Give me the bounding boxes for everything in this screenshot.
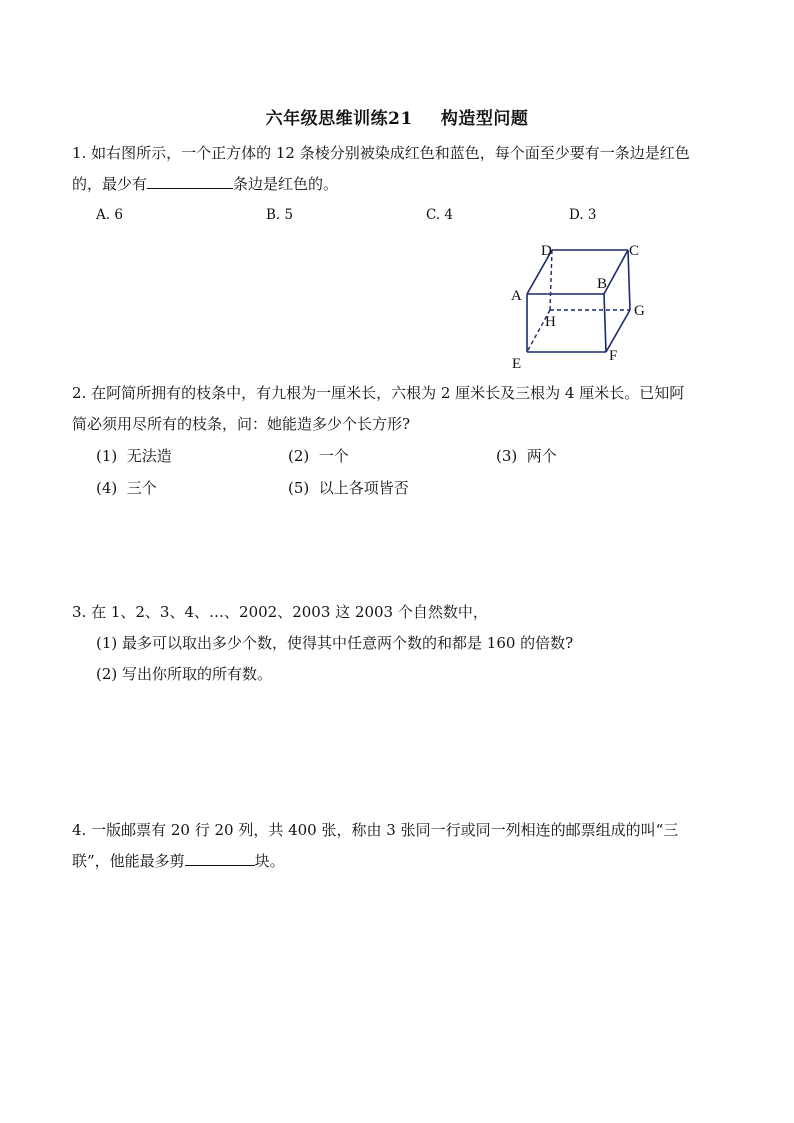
q2-option-1 (96, 446, 172, 466)
q1-option-b: B. 5 (266, 207, 294, 223)
q1-line1: 1. 如右图所示，一个正方体的 12 条棱分别被染成红色和蓝色，每个面至少要有一条边是红色 (72, 144, 690, 162)
q2-option-4-text: 三个 (126, 479, 157, 497)
q2-line1: 2. 在阿简所拥有的枝条中，有九根为一厘米长，六根为 2 厘米长及三根为 4 厘米长。已知阿 (72, 384, 685, 402)
q1-option-c: C. 4 (426, 207, 454, 223)
cube-label-c: C (629, 243, 640, 259)
cube-label-e: E (512, 356, 522, 372)
title-main: 六年级思维训练21 (265, 109, 413, 129)
q2-option-2-num: (2) (288, 447, 310, 465)
q4-line2-post: 块。 (254, 852, 285, 870)
cube-edge-bf (604, 294, 606, 352)
q1-option-d: D. 3 (569, 207, 597, 223)
cube-label-g: G (634, 303, 645, 319)
q2-option-1-text: 无法造 (126, 447, 172, 465)
q1-line2-post: 条边是红色的。 (233, 175, 339, 193)
q2-option-3 (496, 446, 557, 466)
q1-line2 (72, 174, 338, 194)
q2-option-2-text: 一个 (318, 447, 349, 465)
q3-line1: 3. 在 1、2、3、4、…、2002、2003 这 2003 个自然数中， (72, 603, 488, 621)
q2-option-5-text: 以上各项皆否 (318, 479, 409, 497)
q3-sub1: (1) 最多可以取出多少个数，使得其中任意两个数的和都是 160 的倍数? (96, 634, 574, 652)
q2-option-4-num: (4) (96, 479, 118, 497)
q1-option-a: A. 6 (96, 207, 123, 223)
q2-option-4 (96, 478, 157, 498)
cube-label-b: B (597, 276, 608, 292)
q2-line2: 简必须用尽所有的枝条，问：她能造多少个长方形? (72, 415, 411, 433)
cube-label-a: A (511, 288, 522, 304)
cube-label-h: H (545, 314, 556, 330)
cube-edge-fg (606, 310, 630, 352)
cube-label-f: F (609, 348, 618, 364)
page-title (0, 104, 794, 129)
cube-diagram (500, 236, 670, 376)
cube-label-d: D (541, 243, 552, 259)
q4-line2 (72, 851, 285, 871)
q4-answer-blank[interactable] (185, 851, 255, 866)
q2-option-1-num: (1) (96, 447, 118, 465)
q4-line1: 4. 一版邮票有 20 行 20 列，共 400 张，称由 3 张同一行或同一列相连的邮票组成的叫“三 (72, 821, 679, 839)
q2-option-5-num: (5) (288, 479, 310, 497)
q1-line2-pre: 的，最少有 (72, 175, 148, 193)
q2-option-2 (288, 446, 349, 466)
cube-edge-cg (628, 250, 630, 310)
q2-option-5 (288, 478, 409, 498)
cube-edge-bc (604, 250, 628, 294)
q2-option-3-text: 两个 (526, 447, 557, 465)
title-sub: 构造型问题 (440, 109, 529, 129)
q3-sub2: (2) 写出你所取的所有数。 (96, 665, 273, 683)
q4-line2-pre: 联”，他能最多剪 (72, 852, 185, 870)
q2-option-3-num: (3) (496, 447, 518, 465)
cube-edge-dh (550, 250, 552, 310)
q1-answer-blank[interactable] (147, 174, 233, 189)
